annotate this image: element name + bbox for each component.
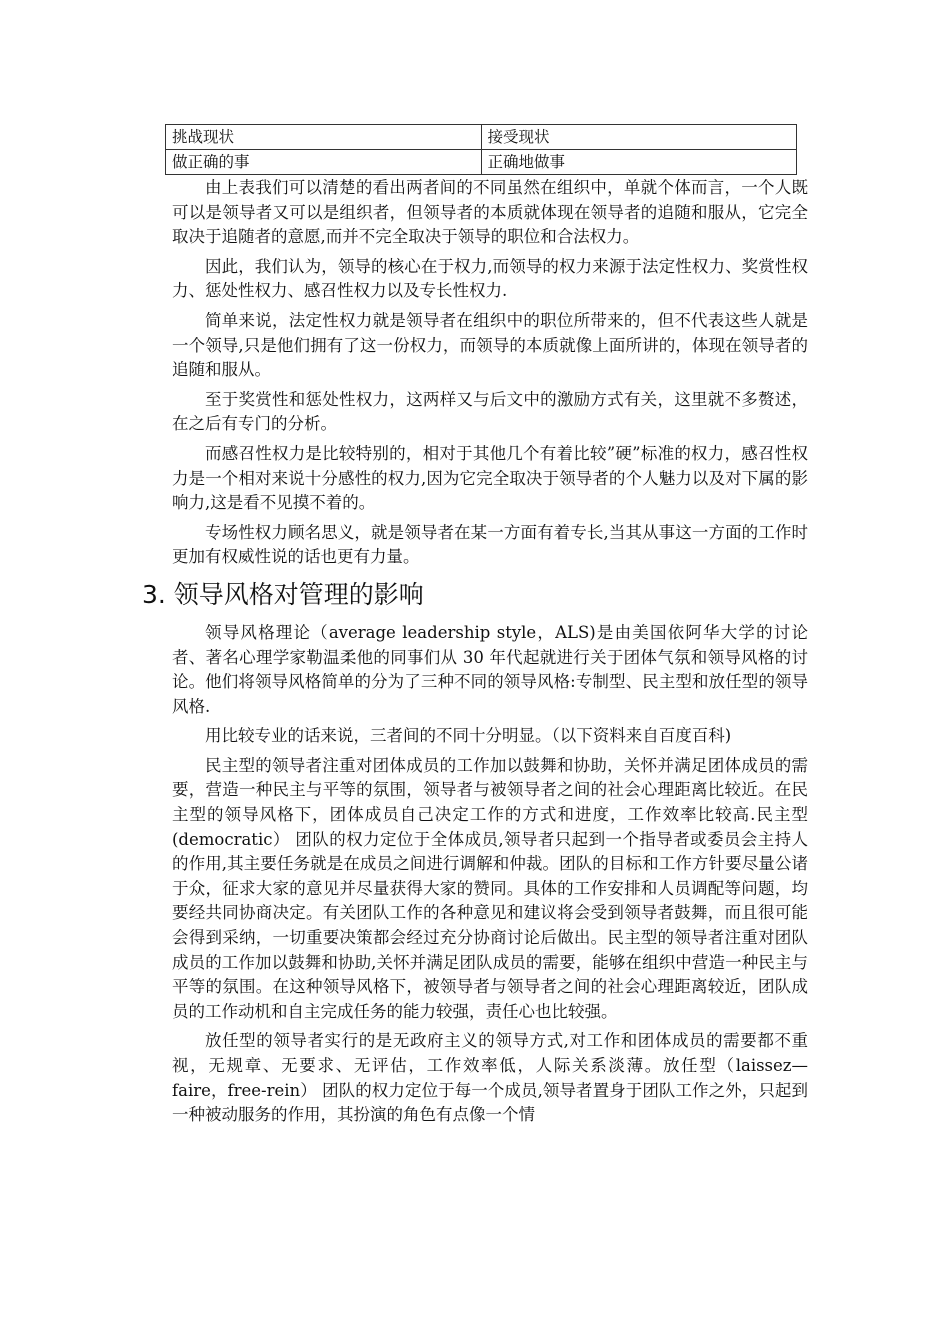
paragraph: 简单来说，法定性权力就是领导者在组织中的职位所带来的，但不代表这些人就是一个领导,只是他们拥有了这一份权力，而领导的本质就像上面所讲的，体现在领导者的追随和服从。 (172, 310, 808, 380)
table-cell: 挑战现状 (166, 125, 482, 150)
paragraph: 放任型的领导者实行的是无政府主义的领导方式,对工作和团体成员的需要都不重视，无规章、无要求、无评估，工作效率低，人际关系淡薄。放任型（laissez—faire，free-rein） 团队的权力定位于每一个成员,领导者置身于团队工作之外，只起到一种被动服务的作用，其扮演的角色有点像一个情 (172, 1031, 808, 1125)
paragraph: 至于奖赏性和惩处性权力，这两样又与后文中的激励方式有关，这里就不多赘述，在之后有专门的分析。 (172, 389, 808, 434)
paragraph: 而感召性权力是比较特别的，相对于其他几个有着比较”硬”标准的权力，感召性权力是一个相对来说十分感性的权力,因为它完全取决于领导者的个人魅力以及对下属的影响力,这是看不见摸不着的。 (172, 443, 808, 513)
table-row (166, 150, 797, 175)
table-cell: 接受现状 (481, 125, 797, 150)
document-body (142, 176, 808, 1133)
paragraph: 领导风格理论（average leadership style，ALS)是由美国依阿华大学的讨论者、著名心理学家勒温柔他的同事们从 30 年代起就进行关于团体气氛和领导风格的讨论。他们将领导风格简单的分为了三种不同的领导风格:专制型、民主型和放任型的领导风格. (172, 622, 808, 716)
paragraph: 专场性权力顾名思义，就是领导者在某一方面有着专长,当其从事这一方面的工作时更加有权威性说的话也更有力量。 (172, 522, 808, 567)
paragraph: 因此，我们认为，领导的核心在于权力,而领导的权力来源于法定性权力、奖赏性权力、惩处性权力、感召性权力以及专长性权力. (172, 256, 808, 301)
table-cell: 做正确的事 (166, 150, 482, 175)
paragraph: 民主型的领导者注重对团体成员的工作加以鼓舞和协助，关怀并满足团体成员的需要，营造一种民主与平等的氛围，领导者与被领导者之间的社会心理距离比较近。在民主型的领导风格下，团体成员自己决定工作的方式和进度，工作效率比较高.民主型(democratic） 团队的权力定位于全体成员,领导者只起到一个指导者或委员会主持人的作用,其主要任务就是在成员之间进行调解和仲裁。团队的目标和工作方针要尽量公诸于众，征求大家的意见并尽量获得大家的赞同。具体的工作安排和人员调配等问题，均要经共同协商决定。有关团队工作的各种意见和建议将会受到领导者鼓舞，而且很可能会得到采纳，一切重要决策都会经过充分协商讨论后做出。民主型的领导者注重对团队成员的工作加以鼓舞和协助,关怀并满足团队成员的需要，能够在组织中营造一种民主与平等的氛围。在这种领导风格下，被领导者与领导者之间的社会心理距离较近，团队成员的工作动机和自主完成任务的能力较强，责任心也比较强。 (172, 755, 808, 1021)
comparison-table (165, 124, 797, 175)
section-heading: 3. 领导风格对管理的影响 (142, 579, 424, 609)
table-cell: 正确地做事 (481, 150, 797, 175)
table-row (166, 125, 797, 150)
paragraph: 由上表我们可以清楚的看出两者间的不同虽然在组织中，单就个体而言，一个人既可以是领导者又可以是组织者，但领导者的本质就体现在领导者的追随和服从，它完全取决于追随者的意愿,而并不完全取决于领导的职位和合法权力。 (172, 178, 808, 247)
paragraph: 用比较专业的话来说，三者间的不同十分明显。（以下资料来自百度百科) (205, 726, 732, 746)
